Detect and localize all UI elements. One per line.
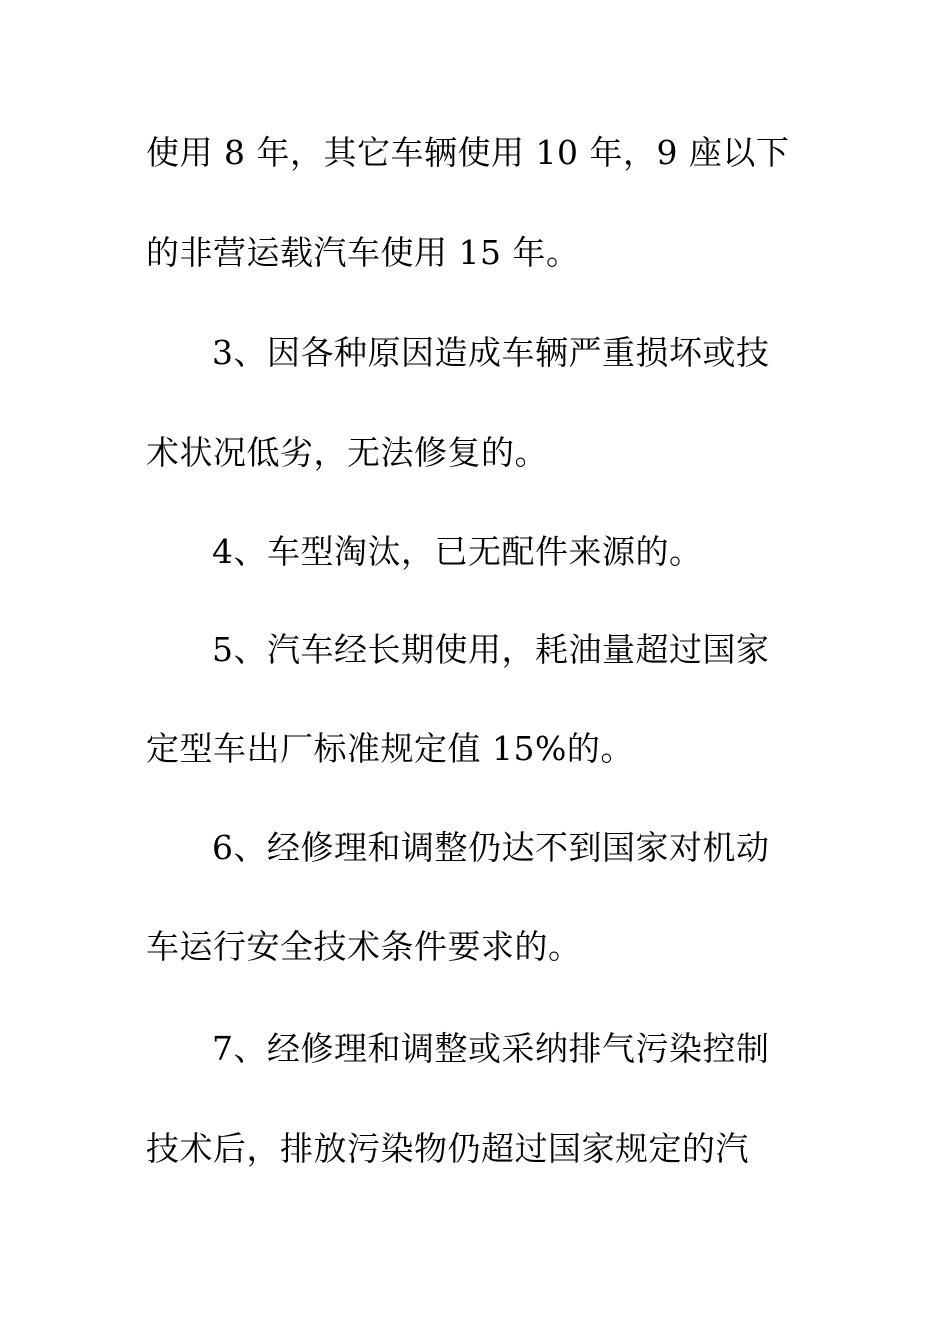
text-line-2: 的非营运载汽车使用 15 年。	[146, 233, 580, 272]
item-4-line-1: 4、车型淘汰，已无配件来源的。	[212, 532, 703, 571]
item-7-line-2: 技术后，排放污染物仍超过国家规定的汽	[146, 1129, 749, 1168]
item-5-line-1: 5、汽车经长期使用，耗油量超过国家	[212, 630, 770, 669]
item-3-line-1: 3、因各种原因造成车辆严重损坏或技	[212, 333, 770, 372]
item-7-line-1: 7、经修理和调整或采纳排气污染控制	[212, 1029, 770, 1068]
item-6-line-2: 车运行安全技术条件要求的。	[146, 927, 582, 966]
text-line-1: 使用 8 年，其它车辆使用 10 年，9 座以下	[146, 133, 790, 172]
item-5-line-2: 定型车出厂标准规定值 15%的。	[146, 729, 634, 768]
item-3-line-2: 术状况低劣，无法修复的。	[146, 433, 548, 472]
item-6-line-1: 6、经修理和调整仍达不到国家对机动	[212, 828, 770, 867]
